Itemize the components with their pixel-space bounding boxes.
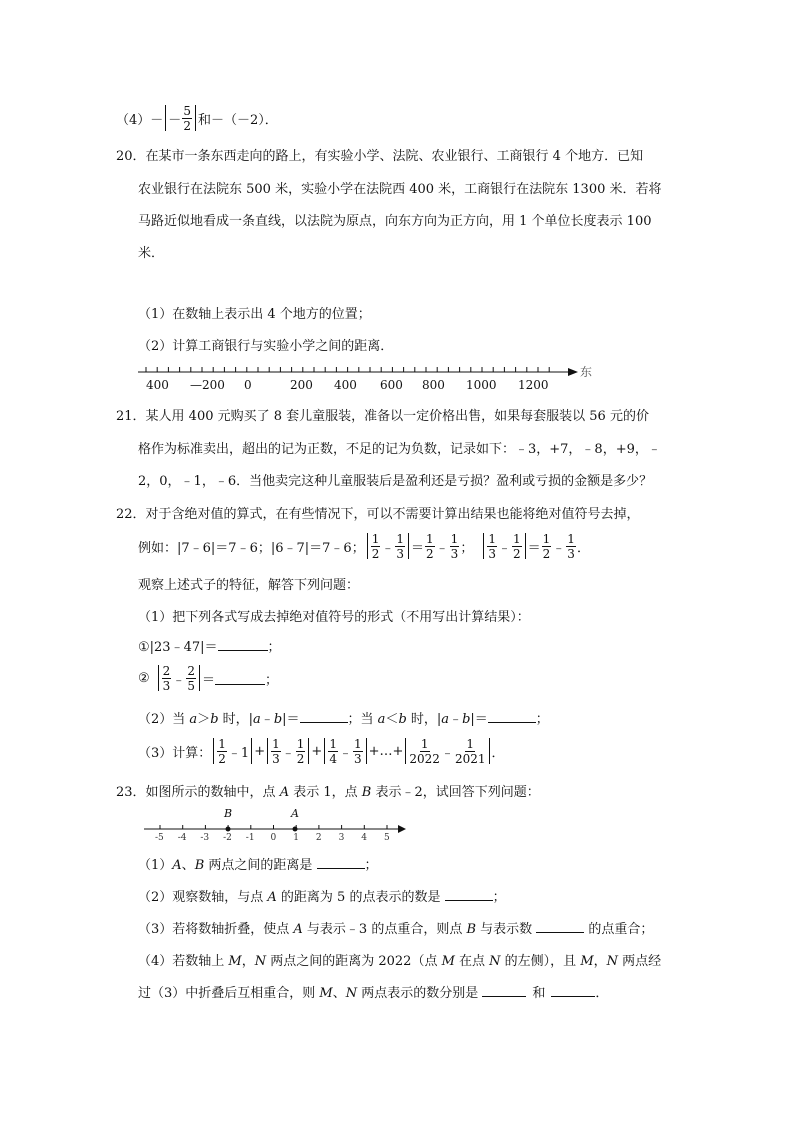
q23-number-line (138, 803, 418, 843)
q21-line-2: 格作为标准卖出，超出的记为正数，不足的记为负数，记录如下：﹣3，+7，﹣8，+9，﹣ (138, 442, 661, 457)
q22-line-1: 22．对于含绝对值的算式，在有些情况下，可以不需要计算出结果也能将绝对值符号去掉， (116, 507, 640, 522)
axis-label: 1000 (466, 378, 497, 392)
q22-observe: 观察上述式子的特征，解答下列问题： (138, 578, 360, 593)
answer-blank[interactable] (482, 984, 526, 997)
q22-sub-3: （3）计算： $\frac{1}{2}$ ﹣1 + $\frac{1}{3}$ ﹣ $\frac{1}{2}$ + $\frac{1}{4}$ ﹣ $\frac{1}{3}$ +…+ $\frac{1}{2022}$ ﹣ $\frac{1}{2021}$ ． (138, 736, 505, 766)
q21-line-3: 2，0，﹣1，﹣6．当他卖完这种儿童服装后是盈利还是亏损？盈利或亏损的金额是多少？ (138, 474, 653, 489)
q20-line-1: 20．在某市一条东西走向的路上，有实验小学、法院、农业银行、工商银行 4 个地方．已知 (116, 149, 644, 164)
q20-line-2: 农业银行在法院东 500 米，实验小学在法院西 400 米，工商银行在法院东 1300 米．若将 (138, 182, 662, 197)
q20-number-line (138, 362, 598, 396)
q22-item-2: ② $\frac{2}{3}$ ﹣ $\frac{2}{5}$ ＝ ； (138, 663, 278, 693)
axis-label: 400 (334, 378, 357, 392)
q20-sub-2: （2）计算工商银行与实验小学之间的距离． (138, 339, 394, 354)
axis-label: 400 (146, 378, 169, 392)
q23-sub-2: （2）观察数轴，与点 A 的距离为 5 的点表示的数是 ； (138, 890, 506, 905)
q23-sub-3: （3）若将数轴折叠，使点 A 与表示﹣3 的点重合，则点 B 与表示数 的点重合； (138, 922, 654, 937)
axis-label: 200 (290, 378, 313, 392)
axis-label: -5 (155, 833, 164, 843)
q20-line-4: 米． (138, 246, 165, 261)
q19-item-4: （4） － － $\frac{5}{2}$ 和－（－2）． (116, 103, 278, 133)
axis-label: -2 (223, 833, 232, 843)
answer-blank[interactable] (218, 638, 268, 651)
axis-label: 3 (338, 833, 345, 843)
abs-bar-left (165, 105, 166, 131)
q23-sub-1: （1）A、B 两点之间的距离是 ； (138, 858, 378, 873)
q22-sub-2: （2）当 a＞b 时，|a﹣b|＝ ；当 a＜b 时，|a﹣b|＝ ； (138, 712, 549, 727)
axis-label: -4 (177, 833, 187, 843)
q22-sub-1: （1）把下列各式写成去掉绝对值符号的形式（不用写出计算结果）： (138, 610, 530, 625)
q21-line-1: 21．某人用 400 元购买了 8 套儿童服装，准备以一定价格出售，如果每套服装以 56 元的价 (116, 409, 649, 424)
axis-label: -1 (245, 833, 255, 843)
q23-sub-4: （4）若数轴上 M，N 两点之间的距离为 2022（点 M 在点 N 的左侧），且 M，N 两点经 (138, 954, 662, 969)
axis-label: 0 (270, 833, 277, 843)
answer-blank[interactable] (215, 672, 265, 685)
axis-label: 600 (380, 378, 403, 392)
q19-4-label: （4） (116, 112, 151, 128)
axis-label: —200 (190, 378, 225, 392)
q23-sub-5: 过（3）中折叠后互相重合，则 M、N 两点表示的数分别是 和 ． (138, 986, 609, 1001)
axis-label: 5 (384, 833, 390, 843)
answer-blank[interactable] (317, 856, 365, 869)
fraction-5-2: $\frac{5}{2}$ (183, 103, 191, 133)
axis-label: 800 (422, 378, 445, 392)
answer-blank[interactable] (536, 920, 584, 933)
point-b-label: B (224, 807, 233, 820)
answer-blank[interactable] (445, 888, 493, 901)
point-a-dot (293, 827, 298, 832)
answer-blank[interactable] (551, 984, 595, 997)
answer-blank[interactable] (300, 710, 348, 723)
abs-bar-right (195, 105, 196, 131)
q22-item-1: ①|23﹣47|＝ ； (138, 640, 281, 655)
q20-line-3: 马路近似地看成一条直线，以法院为原点，向东方向为正方向，用 1 个单位长度表示 100 (138, 214, 652, 229)
axis-label: 1 (293, 833, 299, 843)
q20-sub-1: （1）在数轴上表示出 4 个地方的位置； (138, 307, 371, 322)
q23-line-1: 23．如图所示的数轴中，点 A 表示 1，点 B 表示﹣2，试回答下列问题： (116, 785, 540, 800)
axis-label: -3 (200, 833, 210, 843)
axis-label: 2 (315, 833, 322, 843)
axis-label: 1200 (518, 378, 549, 392)
axis-east-label: 东 (580, 365, 593, 379)
point-b-dot (226, 827, 231, 832)
axis-label: 4 (361, 833, 368, 843)
point-a-label: A (291, 807, 299, 820)
axis-label: 0 (244, 378, 252, 392)
q22-example: 例如：|7﹣6|＝7﹣6；|6﹣7|＝7﹣6； $\frac{1}{2}$ ﹣ $\frac{1}{3}$ ＝ $\frac{1}{2}$ ﹣ $\frac{1}{3}$ ； $\frac{1}{3}$ ﹣ $\frac{1}{2}$ ＝ $\frac{1}{2}$ ﹣ $\frac{1}{3}$ ． (138, 531, 590, 561)
answer-blank[interactable] (488, 710, 536, 723)
